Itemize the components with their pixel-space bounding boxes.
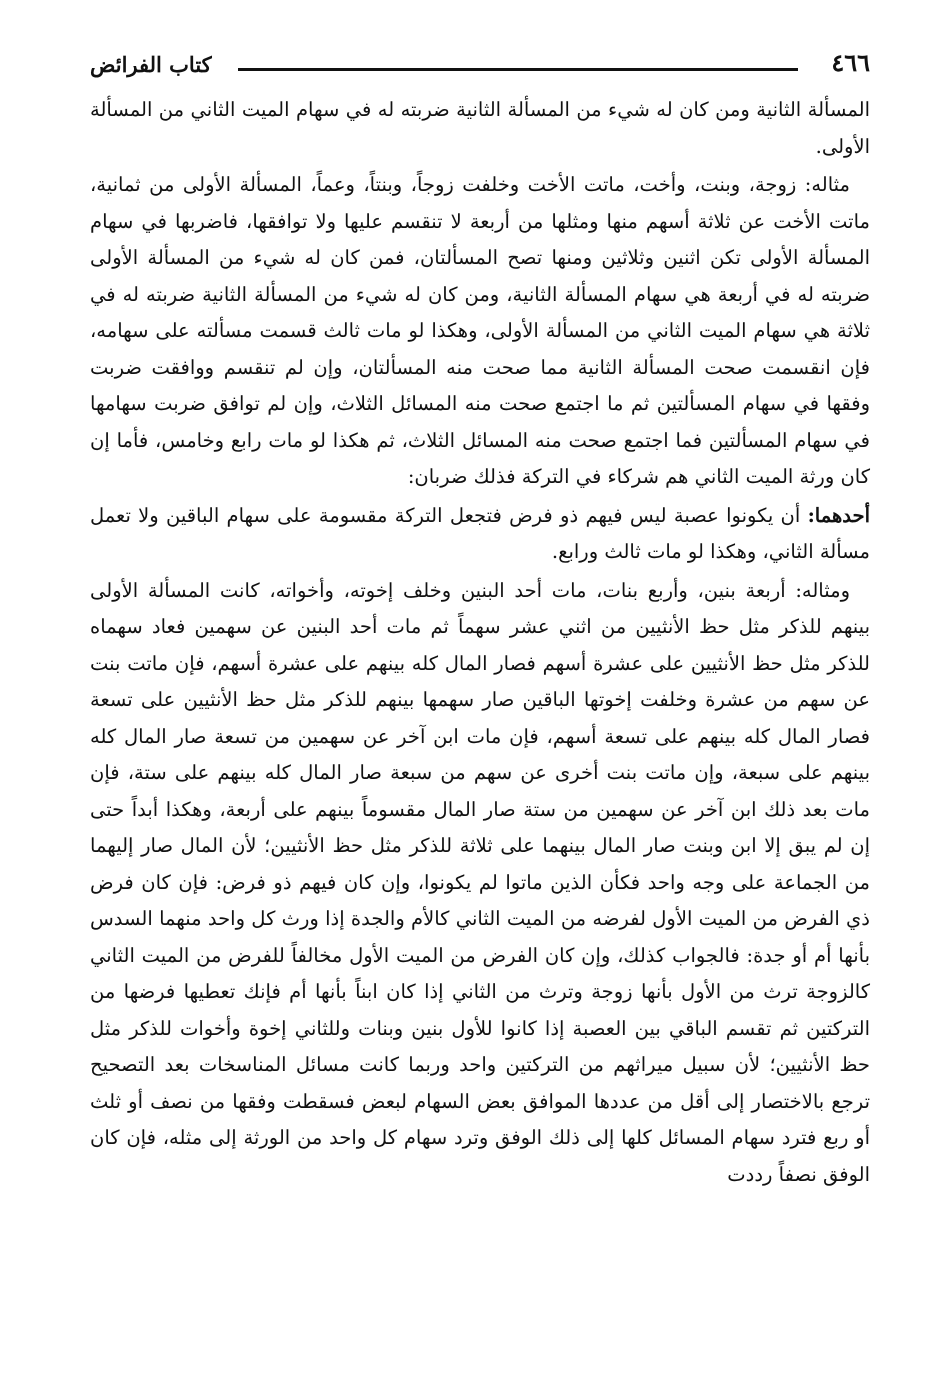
paragraph xyxy=(90,498,870,571)
paragraph: مثاله: زوجة، وبنت، وأخت، ماتت الأخت وخلفت زوجاً، وبنتاً، وعماً، المسألة الأولى من ثمانية، ماتت الأخت عن ثلاثة أسهم منها ومثلها من أربعة لا تنقسم عليها ولا توافقها، فاضربها في سهام المسألة الأولى تكن اثنين وثلاثين ومنها تصح المسألتان، فمن كان له شيء من المسألة الأولى ضربته له في أربعة هي سهام المسألة الثانية، ومن كان له شيء من المسألة الثانية ضربته له في ثلاثة هي سهام الميت الثاني من المسألة الأولى، وهكذا لو مات ثالث قسمت مسألته على سهامه، فإن انقسمت صحت المسألة الثانية مما صحت منه المسألتان، وإن لم تنقسم ووافقت ضربت وفقها في سهام المسألتين ثم ما اجتمع صحت منه المسائل الثلاث، وإن لم توافق ضربت سهامها في سهام المسألتين فما اجتمع صحت منه المسائل الثلاث، ثم هكذا لو مات رابع وخامس، فأما إن كان ورثة الميت الثاني هم شركاء في التركة فذلك ضربان: xyxy=(90,173,870,488)
page-number: ٤٦٦ xyxy=(831,48,870,77)
paragraph-lead: أحدهما: xyxy=(807,503,870,527)
page-header xyxy=(90,40,870,86)
page-body xyxy=(90,92,870,1193)
paragraph: المسألة الثانية ومن كان له شيء من المسألة الثانية ضربته له في سهام الميت الثاني من المسألة الأولى. xyxy=(90,98,870,158)
paragraph: ومثاله: أربعة بنين، وأربع بنات، مات أحد البنين وخلف إخوته، وأخواته، كانت المسألة الأولى بينهم للذكر مثل حظ الأنثيين من اثني عشر سهماً ثم مات أحد البنين عن سهمين فعاد سهماه للذكر مثل حظ الأنثيين على عشرة أسهم فصار المال كله بينهم على عشرة أسهم، فإن ماتت بنت عن سهم من عشرة وخلفت إخوتها الباقين صار سهمها بينهم للذكر مثل حظ الأنثيين على تسعة فصار المال كله بينهم على تسعة أسهم، فإن مات ابن آخر عن سهمين من تسعة صار المال كله بينهم على سبعة، وإن ماتت بنت أخرى عن سهم من سبعة صار المال كله بينهم على ستة، فإن مات بعد ذلك ابن آخر عن سهمين من ستة صار المال مقسوماً بينهم على أربعة، وهكذا أبداً حتى إن لم يبق إلا ابن وبنت صار المال بينهما على ثلاثة للذكر مثل حظ الأنثيين؛ لأن المال صار إليهما من الجماعة على وجه واحد فكأن الذين ماتوا لم يكونوا، وإن كان فيهم ذو فرض: فإن كان فرض ذي الفرض من الميت الأول لفرضه من الميت الثاني كالأم والجدة إذا ورث كل واحد منهما السدس بأنها أم أو جدة: فالجواب كذلك، وإن كان الفرض من الميت الأول مخالفاً للفرض من الميت الثاني كالزوجة ترث من الأول بأنها زوجة وترث من الثاني إذا كان ابناً بأنها أم فإنك تعطيها فرضها من التركتين ثم تقسم الباقي بين العصبة إذا كانوا للأول بنين وبنات وللثاني إخوة وأخوات للذكر مثل حظ الأنثيين؛ لأن سبيل ميراثهم من التركتين واحد وربما كانت مسائل المناسخات بعد التصحيح ترجع بالاختصار إلى أقل من عددها الموافق بعض السهام لبعض فسقطت وفقها من نصف أو ثلث أو ربع فترد سهام المسائل كلها إلى ذلك الوفق وترد سهام كل واحد من الورثة إلى مثله، فإن كان الوفق نصفاً رددت xyxy=(90,578,870,1186)
book-title: كتاب الفرائض xyxy=(90,52,212,77)
book-page xyxy=(90,40,870,1195)
header-rule xyxy=(238,68,798,71)
paragraph-text: أن يكونوا عصبة ليس فيهم ذو فرض فتجعل التركة مقسومة على سهام الباقين ولا تعمل مسألة الثاني، وهكذا لو مات ثالث ورابع. xyxy=(90,503,870,563)
